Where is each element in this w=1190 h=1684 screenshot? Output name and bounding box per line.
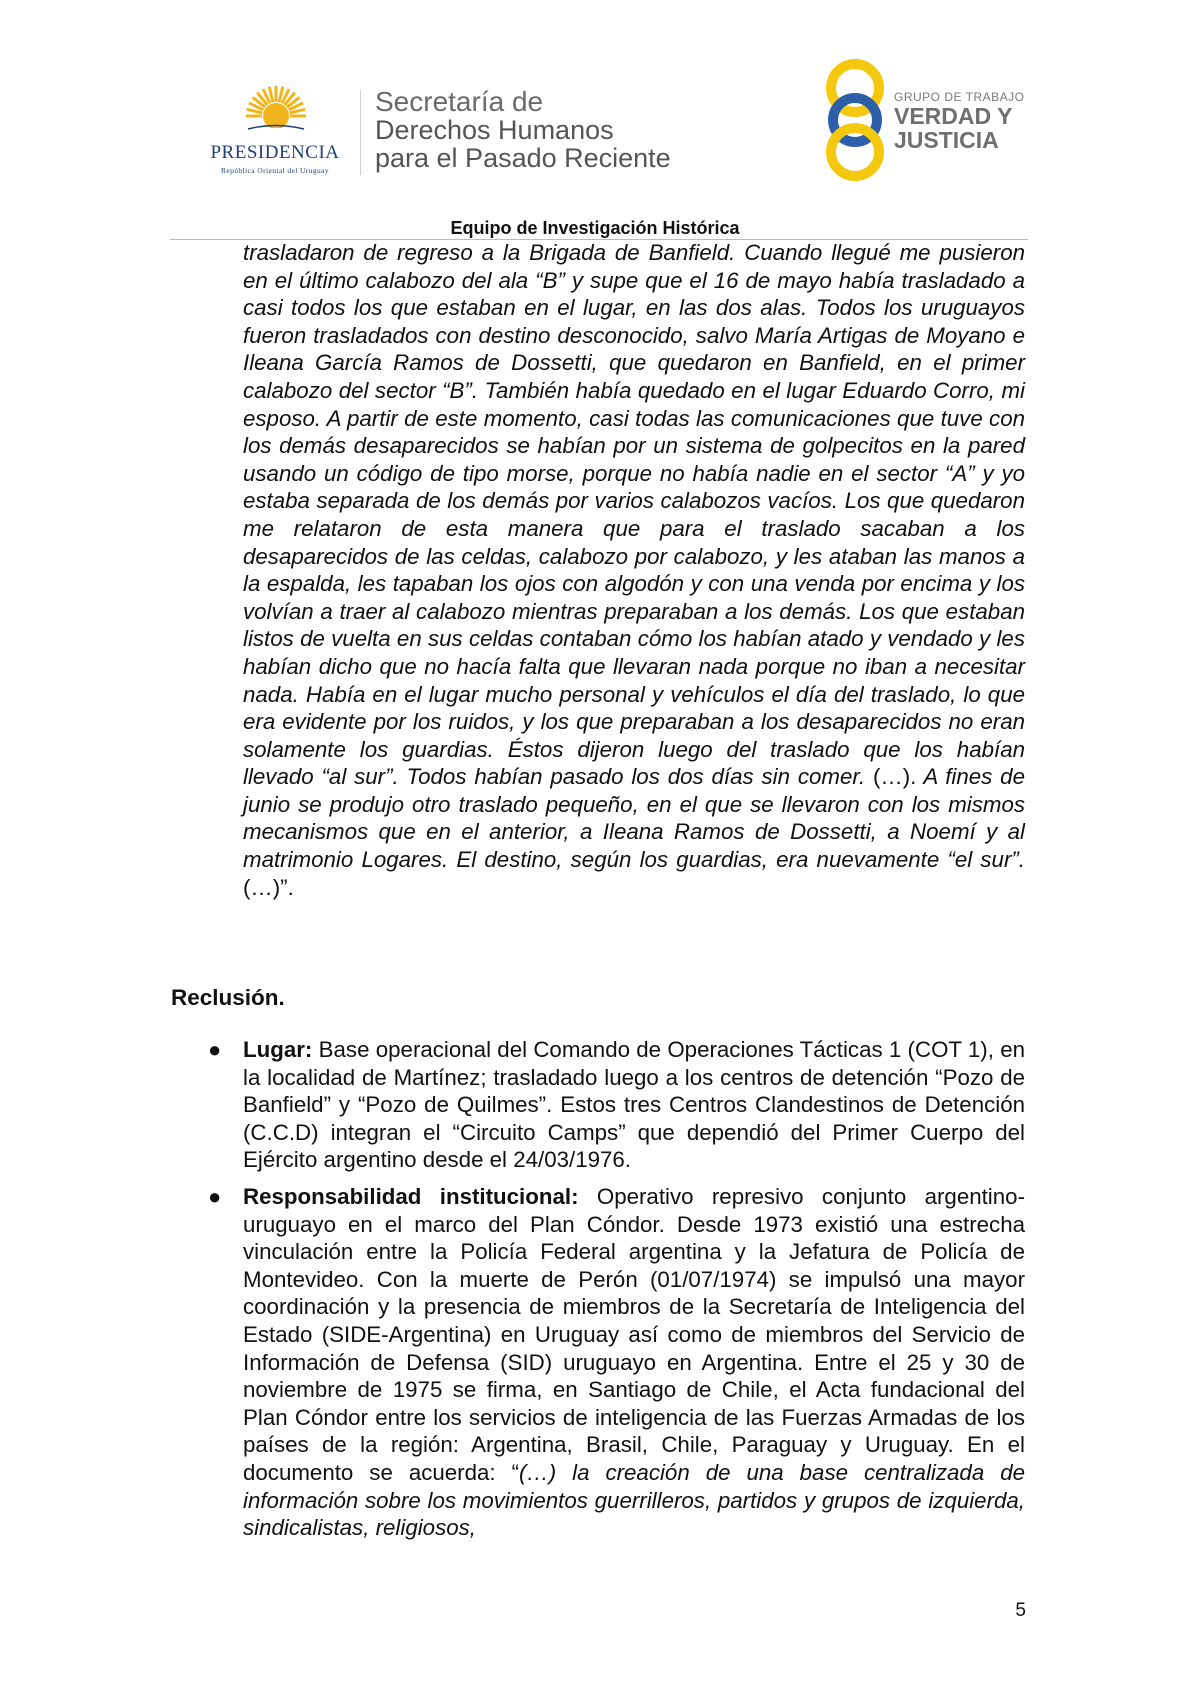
secretaria-line2: Derechos Humanos [375, 115, 614, 145]
item-text: Operativo represivo conjunto argentino-uruguayo en el marco del Plan Cóndor. Desde 1973 existió una estrecha vinculación entre la Policía Federal argentina y la Jefatura de Policía de Montevideo. Con la muerte de Perón (01/07/1974) se impulsó una mayor coordinación y la presencia de miembros de la Secretaría de Inteligencia del Estado (SIDE-Argentina) en Uruguay así como de miembros del Servicio de Información de Defensa (SID) uruguayo en Argentina. Entre el 25 y 30 de noviembre de 1975 se firma, en Santiago de Chile, el Acta fundacional del Plan Cóndor entre los servicios de inteligencia de las Fuerzas Armadas de los países de la región: Argentina, Brasil, Chile, Paraguay y Uruguay. En el documento se acuerda: “ [243, 1183, 1025, 1485]
grupo-text [894, 90, 1024, 152]
presidencia-logo [196, 82, 354, 180]
presidencia-name: PRESIDENCIA [210, 142, 340, 163]
quote-text-2: A fines de junio se produjo otro traslado pequeño, en el que se llevaron con los mismos mecanismos que en el anterior, a Ileana Ramos de Dossetti, a Noemí y al matrimonio Logares. El destino, según los guardias, era nuevamente “el sur”. [243, 764, 1025, 873]
department-title: Equipo de Investigación Histórica [450, 218, 740, 238]
sun-icon [244, 82, 308, 142]
secretaria-line1: Secretaría de [375, 86, 544, 117]
section-heading: Reclusión. [171, 985, 285, 1010]
bullet-icon: ● [208, 1037, 222, 1062]
bullet-list [208, 1036, 1025, 1551]
secretaria-logo [375, 88, 671, 172]
item-text: Base operacional del Comando de Operaciones Tácticas 1 (COT 1), en la localidad de Martínez; trasladado luego a los centros de detención “Pozo de Banfield” y “Pozo de Quilmes”. Estos tres Centros Clandestinos de Detención (C.C.D) integran el “Circuito Camps” que dependió del Primer Cuerpo del Ejército argentino desde el 24/03/1976. [243, 1037, 1025, 1173]
quote-text: trasladaron de regreso a la Brigada de Banfield. Cuando llegué me pusieron en el último calabozo del ala “B” y supe que el 16 de mayo había trasladado a casi todos los que estaban en el lugar, en las dos alas. Todos los uruguayos fueron trasladados con destino desconocido, salvo María Artigas de Moyano e Ileana García Ramos de Dossetti, que quedaron en Banfield, en el primer calabozo del sector “B”. También había quedado en el lugar Eduardo Corro, mi esposo. A partir de este momento, casi todas las comunicaciones que tuve con los demás desaparecidos se habían por un sistema de golpecitos en la pared usando un código de tipo morse, porque no había nadie en el sector “A” y yo estaba separada de los demás por varios calabozos vacíos. Los que quedaron me relataron de esta manera que para el traslado sacaban a los desaparecidos de las celdas, calabozo por calabozo, y les ataban las manos a la espalda, les tapaban los ojos con algodón y con una venda por encima y los volvían a traer al calabozo mientras preparaban a los demás. Los que estaban listos de vuelta en sus celdas contaban cómo los habían atado y vendado y les habían dicho que no hacía falta que llevaran nada porque no iban a necesitar nada. Había en el lugar mucho personal y vehículos el día del traslado, lo que era evidente por los ruidos, y los que preparaban a los desaparecidos no eran solamente los guardias. Éstos dijeron luego del traslado que los habían llevado “al sur”. Todos habían pasado los dos días sin comer. [243, 240, 1025, 790]
presidencia-subtitle: República Oriental del Uruguay [220, 166, 329, 175]
quote-ellipsis: (…). [872, 764, 917, 790]
page-header [0, 0, 1190, 238]
grupo-line3: JUSTICIA [894, 127, 999, 153]
item-label: Lugar: [243, 1037, 313, 1062]
testimony-quote [243, 239, 1025, 901]
grupo-line1: GRUPO DE TRABAJO [894, 90, 1025, 104]
quote-paragraph [243, 239, 1025, 901]
rings-icon [820, 56, 890, 182]
secretaria-line3: para el Pasado Reciente [375, 143, 671, 173]
verdad-justicia-logo [820, 56, 1030, 182]
item-quote: (…) la creación de una base centralizada de información sobre los movimientos guerrilleros, partidos y grupos de izquierda, sindicalistas, religiosos, [243, 1459, 1025, 1541]
item-label: Responsabilidad institucional: [243, 1183, 579, 1209]
header-divider [360, 90, 361, 175]
list-item [208, 1183, 1025, 1542]
quote-ellipsis-end: (…)”. [243, 874, 294, 900]
list-item [208, 1036, 1025, 1174]
grupo-line2: VERDAD Y [894, 103, 1013, 129]
bullet-icon: ● [208, 1183, 222, 1209]
page-number: 5 [1015, 1600, 1026, 1621]
